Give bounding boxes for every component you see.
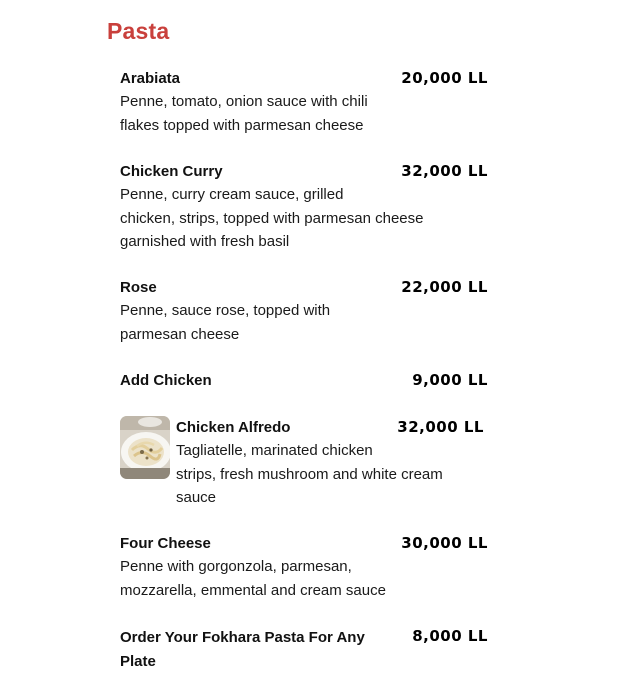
item-price: 9,000 LL <box>412 371 488 389</box>
item-name: Four Cheese <box>120 535 211 552</box>
item-price: 32,000 LL <box>397 418 484 436</box>
item-name: Chicken Curry <box>120 163 223 180</box>
item-description-line: flakes topped with parmesan cheese <box>120 116 364 134</box>
item-description-line: chicken, strips, topped with parmesan cheese <box>120 209 424 227</box>
item-name-line: Plate <box>120 652 156 670</box>
item-description-line: Penne, sauce rose, topped with <box>120 302 331 319</box>
item-description-line: sauce <box>176 489 217 506</box>
item-description-line: strips, fresh mushroom and white cream <box>176 465 443 483</box>
menu-item-chicken-curry[interactable] <box>120 161 488 254</box>
menu-item-chicken-alfredo[interactable] <box>176 417 484 510</box>
item-price: 20,000 LL <box>401 69 488 87</box>
section-title: Pasta <box>107 18 170 44</box>
item-description-line: garnished with fresh basil <box>120 233 290 250</box>
item-description-line: Penne, curry cream sauce, grilled <box>120 186 344 203</box>
item-price: 8,000 LL <box>412 627 488 645</box>
menu-item-arabiata[interactable] <box>120 68 488 137</box>
item-description-line: mozzarella, emmental and cream sauce <box>120 581 386 599</box>
item-price: 32,000 LL <box>401 162 488 180</box>
pasta-dish-photo[interactable] <box>120 416 170 479</box>
item-description-line: Penne with gorgonzola, parmesan, <box>120 558 352 575</box>
menu-item-add-chicken[interactable] <box>120 370 488 392</box>
item-name-line: Order Your Fokhara Pasta For Any <box>120 629 365 646</box>
item-description-line: Tagliatelle, marinated chicken <box>176 442 373 459</box>
pasta-dish-image <box>120 416 170 479</box>
menu-item-rose[interactable] <box>120 277 488 346</box>
item-name: Chicken Alfredo <box>176 419 291 436</box>
menu-item-fokhara-pasta[interactable] <box>120 626 488 673</box>
item-description-line: Penne, tomato, onion sauce with chili <box>120 93 368 110</box>
item-name: Add Chicken <box>120 372 212 389</box>
item-name: Rose <box>120 279 157 296</box>
item-price: 30,000 LL <box>401 534 488 552</box>
item-description-line: parmesan cheese <box>120 325 240 343</box>
item-name: Arabiata <box>120 70 181 87</box>
menu-item-four-cheese[interactable] <box>120 533 488 602</box>
item-price: 22,000 LL <box>401 278 488 296</box>
